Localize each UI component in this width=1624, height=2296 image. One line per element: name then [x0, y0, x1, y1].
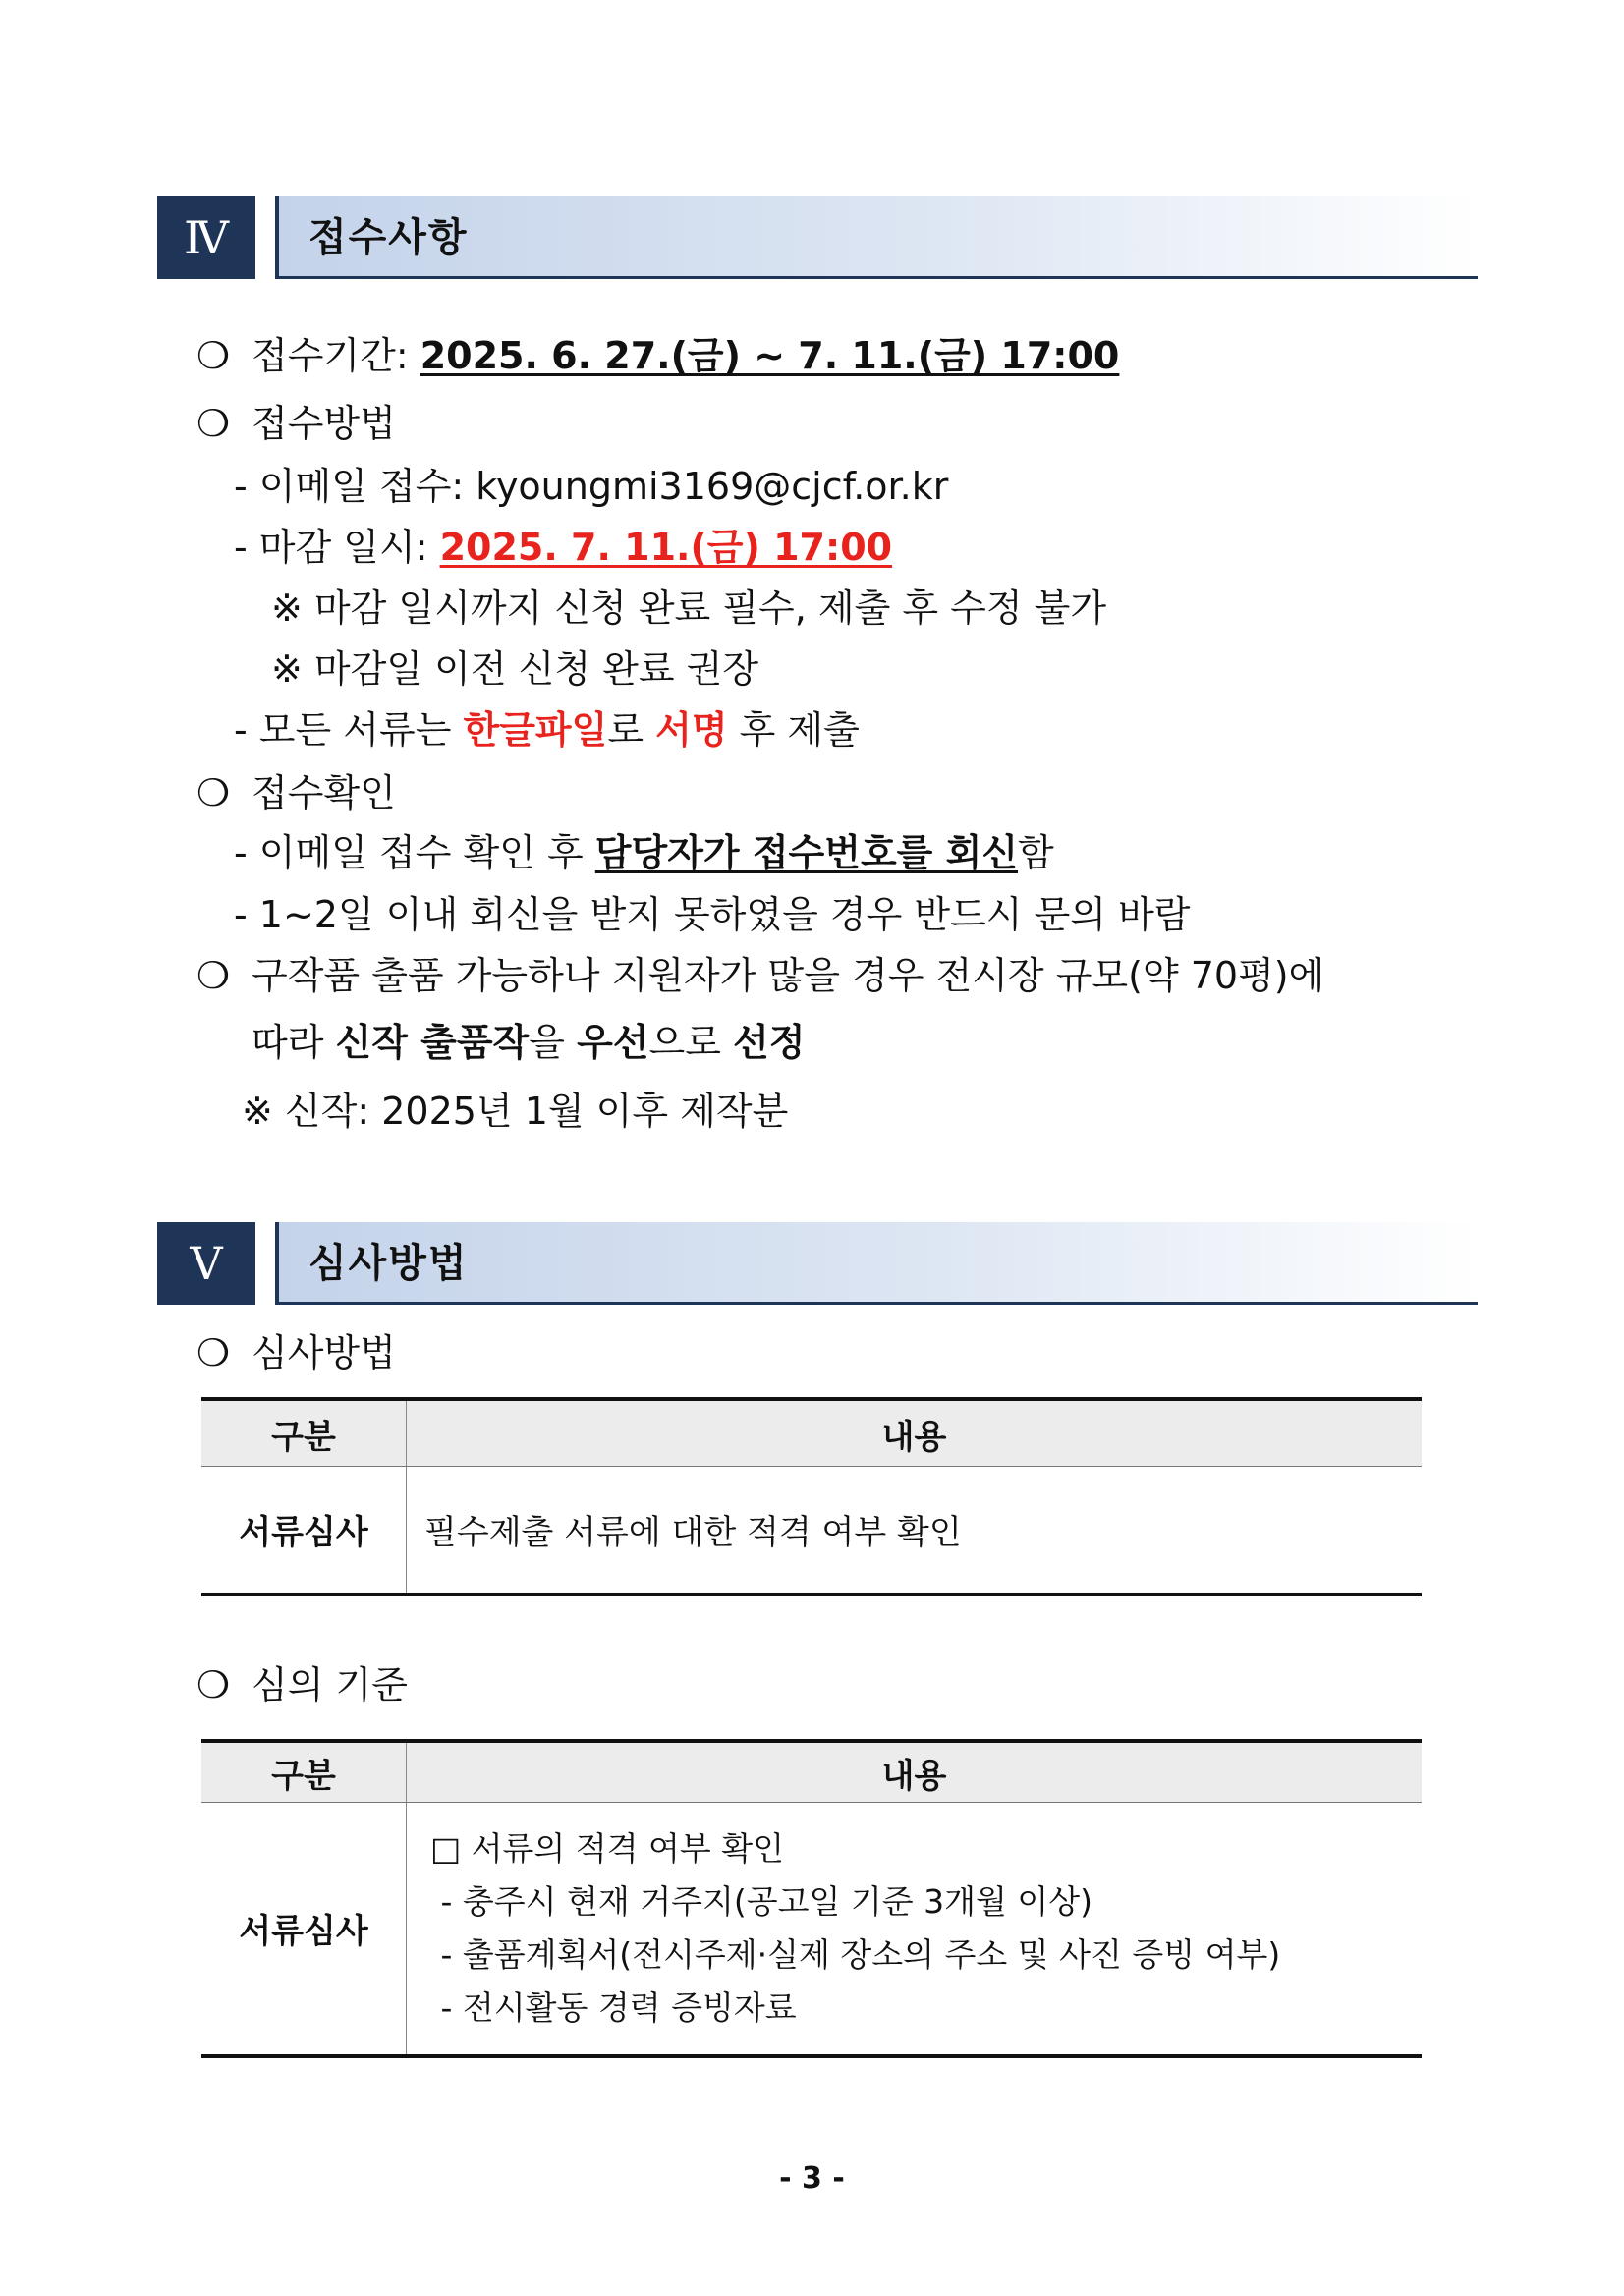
section-header-4: [275, 196, 1478, 279]
criteria-item-plan: - 출품계획서(전시주제·실제 장소의 주소 및 사진 증빙 여부): [430, 1934, 1281, 1974]
period-value: 2025. 6. 27.(금) ~ 7. 11.(금) 17:00: [420, 334, 1120, 377]
table-cell-content: [407, 1803, 1423, 2056]
review-method-line: [196, 1328, 396, 1377]
confirm-label: 접수확인: [252, 771, 396, 814]
table-header-category: 구분: [201, 1741, 407, 1803]
docs-line: [234, 705, 860, 755]
table-header-content: 내용: [407, 1741, 1423, 1803]
method-label: 접수방법: [252, 402, 396, 445]
bullet-icon: ❍: [196, 334, 231, 377]
old-work-text-a: 따라: [252, 1021, 336, 1064]
table-cell-content: 필수제출 서류에 대한 적격 여부 확인: [407, 1467, 1423, 1595]
confirm1-bold: 담당자가 접수번호를 회신: [594, 831, 1019, 874]
deadline-prefix: - 마감 일시:: [234, 526, 440, 569]
bullet-icon: ❍: [196, 954, 231, 997]
confirm-line-2: - 1~2일 이내 회신을 받지 못하였을 경우 반드시 문의 바람: [234, 893, 1191, 936]
deadline-value: 2025. 7. 11.(금) 17:00: [439, 526, 893, 569]
old-work-line-1: [196, 951, 1324, 1000]
table-row: [201, 1467, 1422, 1595]
docs-mid: 로: [607, 708, 656, 752]
table-header-row: [201, 1741, 1422, 1803]
docs-suffix: 후 제출: [727, 708, 860, 752]
old-work-text-f: 선정: [733, 1021, 806, 1064]
confirm1-prefix: - 이메일 접수 확인 후: [234, 831, 595, 874]
criteria-item-residence: - 충주시 현재 거주지(공고일 기준 3개월 이상): [430, 1881, 1093, 1921]
criteria-item-career: - 전시활동 경력 증빙자료: [430, 1988, 797, 2027]
table-header-category: 구분: [201, 1399, 407, 1467]
old-work-text-e: 으로: [648, 1021, 733, 1064]
criteria-label: 심의 기준: [252, 1663, 408, 1707]
note-recommend: ※ 마감일 이전 신청 완료 권장: [271, 647, 759, 691]
confirm1-suffix: 함: [1018, 831, 1054, 874]
table-header-row: [201, 1399, 1422, 1467]
table-cell-category: 서류심사: [201, 1467, 407, 1595]
review-method-label: 심사방법: [252, 1331, 396, 1374]
section-number-5: Ⅴ: [157, 1222, 255, 1305]
section-title-5: 심사방법: [308, 1241, 469, 1286]
email-line: - 이메일 접수: kyoungmi3169@cjcf.or.kr: [234, 465, 949, 508]
deadline-line: [234, 523, 892, 572]
confirm-line-1: [234, 828, 1054, 877]
table-cell-category: 서류심사: [201, 1803, 407, 2056]
new-work-note: ※ 신작: 2025년 1월 이후 제작분: [242, 1090, 789, 1133]
docs-hangul: 한글파일: [463, 708, 608, 752]
bullet-icon: ❍: [196, 771, 231, 814]
criteria-line: [196, 1660, 408, 1709]
old-work-text-1: 구작품 출품 가능하나 지원자가 많을 경우 전시장 규모(약 70평)에: [252, 954, 1325, 997]
section-number-4: Ⅳ: [157, 196, 255, 279]
section-header-5: [275, 1222, 1478, 1305]
review-method-table: [201, 1397, 1422, 1596]
criteria-table: [201, 1739, 1422, 2058]
bullet-icon: ❍: [196, 1331, 231, 1374]
bullet-icon: ❍: [196, 1663, 231, 1707]
table-row: [201, 1803, 1422, 2056]
section-title-4: 접수사항: [308, 215, 469, 260]
confirm-line: [196, 768, 396, 817]
old-work-line-2: [252, 1018, 805, 1067]
method-line: [196, 399, 396, 448]
period-label: 접수기간:: [252, 334, 420, 377]
note-deadline: ※ 마감 일시까지 신청 완료 필수, 제출 후 수정 불가: [271, 587, 1107, 630]
docs-sign: 서명: [655, 708, 728, 752]
old-work-text-b: 신작 출품작: [335, 1021, 530, 1064]
page-number: - 3 -: [779, 2161, 845, 2196]
table-header-content: 내용: [407, 1399, 1423, 1467]
criteria-item-title: □ 서류의 적격 여부 확인: [430, 1828, 785, 1868]
bullet-icon: ❍: [196, 402, 231, 445]
docs-prefix: - 모든 서류는: [234, 708, 464, 752]
period-line: [196, 331, 1119, 380]
old-work-text-c: 을: [529, 1021, 578, 1064]
old-work-text-d: 우선: [577, 1021, 649, 1064]
